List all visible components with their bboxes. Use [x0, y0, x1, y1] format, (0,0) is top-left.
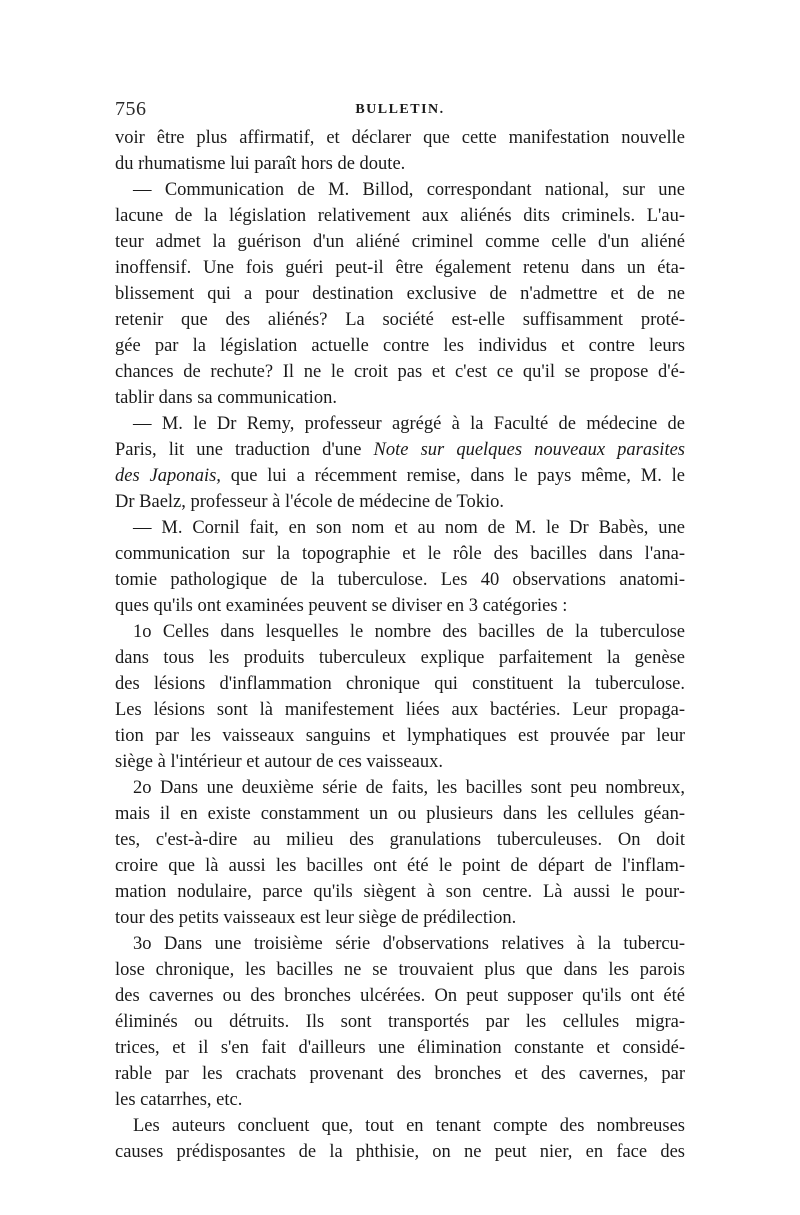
text-line: du rhumatisme lui paraît hors de doute.: [115, 154, 406, 174]
text-line: Les auteurs concluent que, tout en tenant compte des nombreuses: [133, 1116, 685, 1136]
text-line: tour des petits vaisseaux est leur siège de prédilection.: [115, 908, 517, 928]
text-line: lose chronique, les bacilles ne se trouvaient plus que dans les parois: [115, 960, 685, 980]
text-line: 3o Dans une troisième série d'observations relatives à la tubercu-: [133, 934, 685, 954]
text-line: les catarrhes, etc.: [115, 1090, 243, 1110]
text-line: mation nodulaire, parce qu'ils siègent à son centre. Là aussi le pour-: [115, 882, 685, 902]
text-line: mais il en existe constamment un ou plusieurs dans les cellules géan-: [115, 804, 685, 824]
text-line: trices, et il s'en fait d'ailleurs une élimination constante et considé-: [115, 1038, 685, 1058]
text-line: — M. Cornil fait, en son nom et au nom de M. le Dr Babès, une: [133, 518, 685, 538]
text-line: tablir dans sa communication.: [115, 388, 337, 408]
text-line: communication sur la topographie et le rôle des bacilles dans l'ana-: [115, 544, 685, 564]
running-head: BULLETIN.: [355, 102, 445, 117]
text-line: croire que là aussi les bacilles ont été le point de départ de l'inflam-: [115, 856, 685, 876]
text-line: siège à l'intérieur et autour de ces vaisseaux.: [115, 752, 443, 772]
text-segment: que lui a récemment remise, dans le pays même, M. le: [230, 466, 685, 486]
text-line: blissement qui a pour destination exclusive de n'admettre et de ne: [115, 284, 685, 304]
text-line: dans tous les produits tuberculeux explique parfaitement la genèse: [115, 648, 685, 668]
text-line: éliminés ou détruits. Ils sont transportés par les cellules migra-: [115, 1012, 685, 1032]
text-line: tes, c'est-à-dire au milieu des granulations tuberculeuses. On doit: [115, 830, 685, 850]
italic-title: Note sur quelques nouveaux parasites: [373, 440, 686, 460]
text-line: gée par la législation actuelle contre les individus et contre leurs: [115, 336, 685, 356]
text-line: des cavernes ou des bronches ulcérées. On peut supposer qu'ils ont été: [115, 986, 685, 1006]
text-line: tomie pathologique de la tuberculose. Les 40 observations anatomi-: [115, 570, 685, 590]
text-line: [115, 437, 685, 463]
text-line: rable par les crachats provenant des bronches et des cavernes, par: [115, 1064, 685, 1084]
text-line: — Communication de M. Billod, correspondant national, sur une: [133, 180, 685, 200]
text-line: ques qu'ils ont examinées peuvent se diviser en 3 catégories :: [115, 596, 568, 616]
text-line: 1o Celles dans lesquelles le nombre des bacilles de la tuberculose: [133, 622, 685, 642]
text-line: voir être plus affirmatif, et déclarer que cette manifestation nouvelle: [115, 128, 685, 148]
text-line: 2o Dans une deuxième série de faits, les bacilles sont peu nombreux,: [133, 778, 685, 798]
page-number: 756: [115, 98, 147, 120]
text-line: — M. le Dr Remy, professeur agrégé à la Faculté de médecine de: [133, 414, 685, 434]
text-line: inoffensif. Une fois guéri peut-il être également retenu dans un éta-: [115, 258, 685, 278]
text-line: retenir que des aliénés? La société est-elle suffisamment proté-: [115, 310, 685, 330]
text-line: tion par les vaisseaux sanguins et lymphatiques est prouvée par leur: [115, 726, 685, 746]
text-line: Dr Baelz, professeur à l'école de médecine de Tokio.: [115, 492, 505, 512]
text-line: [115, 463, 685, 489]
text-line: lacune de la législation relativement aux aliénés dits criminels. L'au-: [115, 206, 685, 226]
page-header: [115, 98, 685, 122]
text-line: des lésions d'inflammation chronique qui constituent la tuberculose.: [115, 674, 685, 694]
page-body: [115, 125, 685, 1165]
text-line: causes prédisposantes de la phthisie, on ne peut nier, en face des: [115, 1142, 685, 1162]
italic-title: des Japonais,: [115, 466, 221, 486]
text-line: chances de rechute? Il ne le croit pas et c'est ce qu'il se propose d'é-: [115, 362, 685, 382]
text-line: Les lésions sont là manifestement liées aux bactéries. Leur propaga-: [115, 700, 685, 720]
text-line: teur admet la guérison d'un aliéné criminel comme celle d'un aliéné: [115, 232, 685, 252]
text-segment: Paris, lit une traduction d'une: [115, 440, 362, 460]
